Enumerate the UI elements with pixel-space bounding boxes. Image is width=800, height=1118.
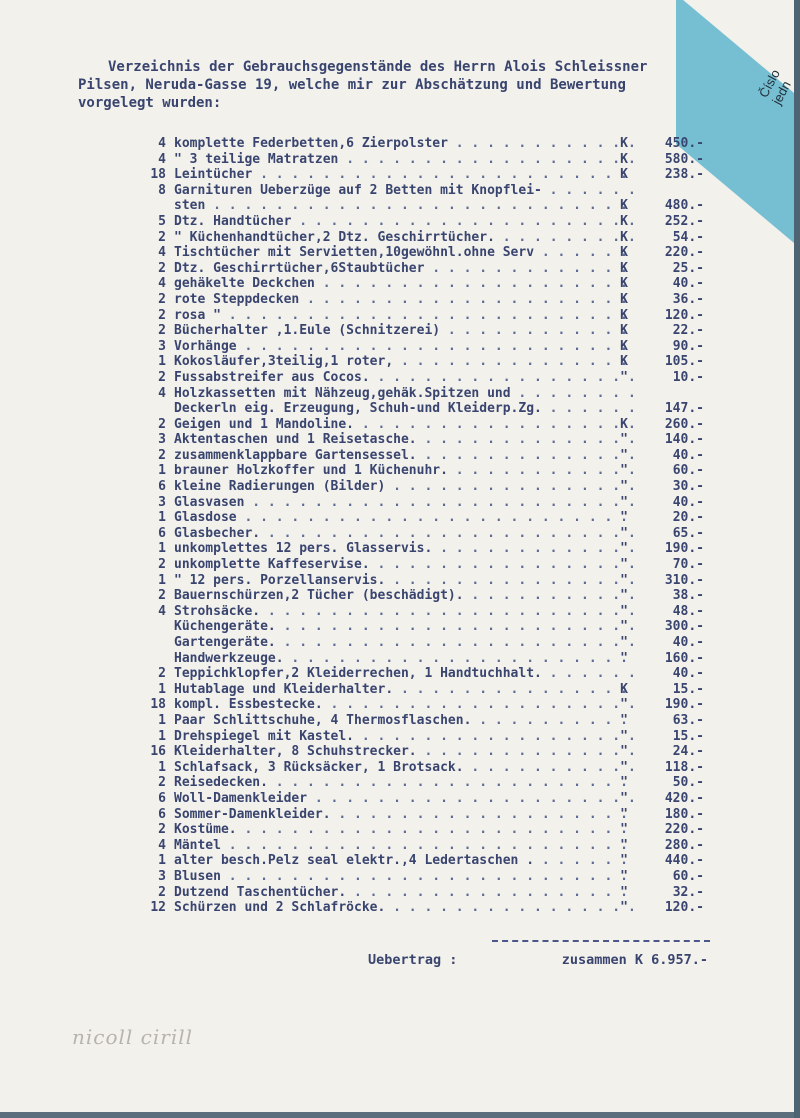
item-amount: 420.-: [664, 790, 704, 806]
corner-label: Číslo jedn: [755, 66, 794, 108]
item-currency: ": [620, 837, 628, 853]
item-quantity: 2: [158, 447, 166, 463]
heading-line-2: Pilsen, Neruda-Gasse 19, welche mir zur Abschätzung und Bewertung: [78, 77, 626, 93]
total-value: zusammen K 6.957.-: [561, 952, 708, 968]
item-description: Handwerkzeuge. . . .: [174, 651, 634, 667]
item-amount: 40.-: [672, 276, 704, 292]
item-quantity: 4: [158, 837, 166, 853]
item-currency: K: [620, 681, 628, 697]
item-amount: 60.-: [672, 463, 704, 479]
inventory-list: [140, 136, 710, 916]
item-quantity: 8: [158, 182, 166, 198]
item-description: Kleiderhalter, 8 Schuhstrecker. . . .: [174, 744, 634, 760]
list-item: [140, 136, 710, 152]
item-currency: ": [620, 557, 628, 573]
item-amount: 15.-: [672, 728, 704, 744]
item-currency: ": [620, 635, 628, 650]
item-amount: 48.-: [672, 603, 704, 619]
item-description: rote Steppdecken . . .: [174, 292, 634, 308]
item-quantity: 4: [158, 151, 166, 167]
list-item: [140, 495, 710, 511]
item-currency: ": [620, 525, 628, 541]
item-description: Drehspiegel mit Kastel. . . .: [174, 729, 634, 745]
item-quantity: 1: [158, 510, 166, 526]
item-description: Schürzen und 2 Schlafröcke. . . .: [174, 900, 634, 916]
item-description: sten . . .: [174, 198, 634, 214]
item-amount: 147.-: [664, 401, 704, 417]
item-amount: 238.-: [664, 167, 704, 183]
list-item: [140, 838, 710, 854]
list-item: [140, 900, 710, 916]
item-currency: ": [620, 900, 628, 916]
handwritten-note: nicoll cirill: [72, 1025, 194, 1049]
item-amount: 300.-: [664, 619, 704, 635]
list-item: [140, 167, 710, 183]
item-currency: K: [620, 354, 628, 370]
item-amount: 580.-: [664, 151, 704, 167]
list-item: [140, 417, 710, 433]
document-heading: [78, 58, 758, 112]
item-description: Woll-Damenkleider . . .: [174, 791, 634, 807]
item-quantity: 6: [158, 525, 166, 541]
item-amount: 70.-: [672, 557, 704, 573]
item-description: gehäkelte Deckchen . . .: [174, 276, 634, 292]
item-description: Mäntel . . .: [174, 838, 634, 854]
item-description: Kokosläufer,3teilig,1 roter, . . .: [174, 354, 634, 370]
item-description: Deckerln eig. Erzeugung, Schuh-und Kleiderp.Zg. . . .: [174, 401, 634, 417]
list-item: [140, 323, 710, 339]
item-quantity: 2: [158, 307, 166, 323]
list-item: [140, 386, 710, 402]
item-currency: ": [620, 603, 628, 619]
item-currency: ": [620, 463, 628, 479]
list-item: [140, 791, 710, 807]
item-quantity: 4: [158, 603, 166, 619]
list-item: [140, 635, 710, 651]
item-description: Teppichklopfer,2 Kleiderrechen, 1 Handtuchhalt. . . .: [174, 666, 634, 682]
item-quantity: 2: [158, 775, 166, 791]
item-description: Paar Schlittschuhe, 4 Thermosflaschen. . . .: [174, 713, 634, 729]
item-description: Kostüme. . . .: [174, 822, 634, 838]
item-amount: 30.-: [672, 479, 704, 495]
item-currency: K: [620, 151, 628, 167]
item-quantity: 4: [158, 385, 166, 401]
item-description: Küchengeräte. . . .: [174, 619, 634, 635]
list-item: [140, 744, 710, 760]
item-quantity: 4: [158, 245, 166, 261]
item-currency: ": [620, 728, 628, 744]
item-quantity: 1: [158, 759, 166, 775]
item-quantity: 6: [158, 479, 166, 495]
list-item: [140, 261, 710, 277]
item-amount: 450.-: [664, 136, 704, 151]
list-item: [140, 292, 710, 308]
list-item: [140, 152, 710, 168]
list-item: [140, 510, 710, 526]
list-item: [140, 557, 710, 573]
item-quantity: 18: [150, 167, 166, 183]
list-item: [140, 651, 710, 667]
item-description: Holzkassetten mit Nähzeug,gehäk.Spitzen und . . .: [174, 386, 634, 402]
item-currency: K: [620, 167, 628, 183]
item-currency: K: [620, 338, 628, 354]
item-description: " 12 pers. Porzellanservis. . . .: [174, 573, 634, 589]
item-description: Garnituren Ueberzüge auf 2 Betten mit Knopflei- . . .: [174, 183, 634, 199]
total-label: Uebertrag :: [368, 952, 458, 968]
item-quantity: 1: [158, 853, 166, 869]
list-item: [140, 479, 710, 495]
item-currency: ": [620, 697, 628, 713]
item-amount: 36.-: [672, 291, 704, 307]
item-currency: ": [620, 650, 628, 666]
item-currency: ": [620, 619, 628, 635]
item-amount: 120.-: [664, 307, 704, 323]
list-item: [140, 573, 710, 589]
list-item: [140, 869, 710, 885]
item-amount: 65.-: [672, 525, 704, 541]
list-item: [140, 308, 710, 324]
item-currency: ": [620, 510, 628, 526]
item-quantity: 2: [158, 369, 166, 385]
item-description: " 3 teilige Matratzen . . .: [174, 152, 634, 168]
item-currency: ": [620, 868, 628, 884]
item-quantity: 6: [158, 790, 166, 806]
item-currency: ": [620, 744, 628, 760]
item-currency: ": [620, 806, 628, 822]
item-amount: 260.-: [664, 416, 704, 432]
item-amount: 50.-: [672, 775, 704, 791]
item-currency: K: [620, 213, 628, 229]
list-item: [140, 401, 710, 417]
item-quantity: 2: [158, 229, 166, 245]
item-description: Reisedecken. . . .: [174, 775, 634, 791]
item-currency: K: [620, 307, 628, 323]
item-currency: ": [620, 369, 628, 385]
item-currency: K: [620, 229, 628, 245]
item-description: kompl. Essbestecke. . . .: [174, 697, 634, 713]
list-item: [140, 276, 710, 292]
item-amount: 60.-: [672, 868, 704, 884]
item-quantity: 1: [158, 354, 166, 370]
item-amount: 38.-: [672, 588, 704, 604]
list-item: [140, 885, 710, 901]
item-quantity: 2: [158, 416, 166, 432]
list-item: [140, 463, 710, 479]
item-currency: K: [620, 323, 628, 339]
item-currency: ": [620, 479, 628, 495]
item-description: Vorhänge . . .: [174, 339, 634, 355]
list-item: [140, 448, 710, 464]
item-currency: ": [620, 775, 628, 791]
item-currency: ": [620, 494, 628, 510]
item-quantity: 3: [158, 338, 166, 354]
item-description: Schlafsack, 3 Rücksäcker, 1 Brotsack. . . .: [174, 760, 634, 776]
item-amount: 140.-: [664, 432, 704, 448]
list-item: [140, 807, 710, 823]
item-description: Dutzend Taschentücher. . . .: [174, 885, 634, 901]
item-amount: 24.-: [672, 744, 704, 760]
item-currency: K: [620, 416, 628, 432]
item-quantity: 1: [158, 728, 166, 744]
item-quantity: 18: [150, 697, 166, 713]
item-description: zusammenklappbare Gartensessel. . . .: [174, 448, 634, 464]
item-amount: 105.-: [664, 354, 704, 370]
list-item: [140, 760, 710, 776]
item-amount: 25.-: [672, 260, 704, 276]
item-amount: 40.-: [672, 635, 704, 650]
list-item: [140, 541, 710, 557]
item-quantity: 1: [158, 572, 166, 588]
item-description: Dtz. Handtücher . . .: [174, 214, 634, 230]
item-amount: 480.-: [664, 198, 704, 214]
item-currency: ": [620, 884, 628, 900]
item-currency: ": [620, 432, 628, 448]
list-item: [140, 432, 710, 448]
item-currency: K: [620, 260, 628, 276]
item-quantity: 1: [158, 681, 166, 697]
item-description: Tischtücher mit Servietten,10gewöhnl.ohne Serv . . .: [174, 245, 634, 261]
item-amount: 252.-: [664, 213, 704, 229]
item-amount: 180.-: [664, 806, 704, 822]
list-item: [140, 245, 710, 261]
item-quantity: 4: [158, 136, 166, 151]
item-amount: 20.-: [672, 510, 704, 526]
list-item: [140, 666, 710, 682]
item-description: Bücherhalter ,1.Eule (Schnitzerei) . . .: [174, 323, 634, 339]
item-amount: 220.-: [664, 245, 704, 261]
item-description: Leintücher . . .: [174, 167, 634, 183]
item-amount: 190.-: [664, 697, 704, 713]
item-description: Strohsäcke. . . .: [174, 604, 634, 620]
item-currency: ": [620, 447, 628, 463]
item-amount: 63.-: [672, 712, 704, 728]
item-description: Glasdose . . .: [174, 510, 634, 526]
item-description: komplette Federbetten,6 Zierpolster . . .: [174, 136, 634, 152]
item-quantity: 2: [158, 557, 166, 573]
item-description: Hutablage und Kleiderhalter. . . .: [174, 682, 634, 698]
heading-line-1: Verzeichnis der Gebrauchsgegenstände des Herrn Alois Schleissner: [108, 59, 648, 75]
item-amount: 15.-: [672, 681, 704, 697]
item-amount: 90.-: [672, 338, 704, 354]
item-amount: 310.-: [664, 572, 704, 588]
item-description: Geigen und 1 Mandoline. . . .: [174, 417, 634, 433]
item-currency: K: [620, 276, 628, 292]
item-description: unkomplettes 12 pers. Glasservis. . . .: [174, 541, 634, 557]
list-item: [140, 588, 710, 604]
item-quantity: 2: [158, 666, 166, 682]
list-item: [140, 370, 710, 386]
item-currency: ": [620, 822, 628, 838]
item-description: Gartengeräte. . . .: [174, 635, 634, 651]
list-item: [140, 619, 710, 635]
item-currency: ": [620, 572, 628, 588]
item-description: kleine Radierungen (Bilder) . . .: [174, 479, 634, 495]
list-item: [140, 214, 710, 230]
list-item: [140, 682, 710, 698]
item-amount: 118.-: [664, 759, 704, 775]
item-quantity: 2: [158, 588, 166, 604]
item-quantity: 4: [158, 276, 166, 292]
item-quantity: 3: [158, 868, 166, 884]
item-amount: 10.-: [672, 369, 704, 385]
item-amount: 40.-: [672, 494, 704, 510]
item-amount: 280.-: [664, 837, 704, 853]
list-item: [140, 822, 710, 838]
list-item: [140, 526, 710, 542]
list-item: [140, 339, 710, 355]
heading-line-3: vorgelegt wurden:: [78, 95, 222, 111]
item-currency: ": [620, 790, 628, 806]
item-description: alter besch.Pelz seal elektr.,4 Ledertaschen . . . .: [174, 853, 634, 869]
item-amount: 40.-: [672, 666, 704, 682]
item-description: rosa " . . .: [174, 308, 634, 324]
list-item: [140, 183, 710, 199]
item-amount: 54.-: [672, 229, 704, 245]
item-amount: 160.-: [664, 650, 704, 666]
list-item: [140, 697, 710, 713]
item-quantity: 5: [158, 213, 166, 229]
item-description: Dtz. Geschirrtücher,6Staubtücher . . .: [174, 261, 634, 277]
item-amount: 120.-: [664, 900, 704, 916]
item-currency: K: [620, 291, 628, 307]
item-currency: ": [620, 541, 628, 557]
item-description: Glasvasen . . .: [174, 495, 634, 511]
item-amount: 220.-: [664, 822, 704, 838]
list-item: [140, 713, 710, 729]
item-quantity: 1: [158, 712, 166, 728]
item-currency: ": [620, 759, 628, 775]
item-description: unkomplette Kaffeservise. . . .: [174, 557, 634, 573]
list-item: [140, 354, 710, 370]
item-currency: ": [620, 712, 628, 728]
list-item: [140, 729, 710, 745]
item-amount: 22.-: [672, 323, 704, 339]
page-edge: [794, 0, 800, 1118]
item-amount: 32.-: [672, 884, 704, 900]
item-currency: K: [620, 136, 628, 151]
item-quantity: 2: [158, 323, 166, 339]
item-description: Blusen . . .: [174, 869, 634, 885]
list-item: [140, 230, 710, 246]
item-description: " Küchenhandtücher,2 Dtz. Geschirrtücher. . . .: [174, 230, 634, 246]
item-quantity: 1: [158, 541, 166, 557]
item-currency: K: [620, 198, 628, 214]
item-quantity: 12: [150, 900, 166, 916]
item-quantity: 16: [150, 744, 166, 760]
item-quantity: 2: [158, 291, 166, 307]
item-currency: ": [620, 588, 628, 604]
item-quantity: 1: [158, 463, 166, 479]
item-description: Bauernschürzen,2 Tücher (beschädigt). . . .: [174, 588, 634, 604]
item-quantity: 2: [158, 260, 166, 276]
list-item: [140, 604, 710, 620]
item-description: Aktentaschen und 1 Reisetasche. . . .: [174, 432, 634, 448]
item-quantity: 3: [158, 432, 166, 448]
item-description: Fussabstreifer aus Cocos. . . .: [174, 370, 634, 386]
total-rule: [492, 940, 710, 942]
item-description: Glasbecher. . . .: [174, 526, 634, 542]
item-amount: 40.-: [672, 447, 704, 463]
list-item: [140, 198, 710, 214]
item-description: Sommer-Damenkleider. . . .: [174, 807, 634, 823]
item-quantity: 2: [158, 822, 166, 838]
list-item: [140, 775, 710, 791]
item-amount: 440.-: [664, 853, 704, 869]
item-currency: ": [620, 853, 628, 869]
item-currency: K: [620, 245, 628, 261]
item-description: brauner Holzkoffer und 1 Küchenuhr. . . .: [174, 463, 634, 479]
item-amount: 190.-: [664, 541, 704, 557]
item-quantity: 3: [158, 494, 166, 510]
item-quantity: 2: [158, 884, 166, 900]
item-quantity: 6: [158, 806, 166, 822]
list-item: [140, 853, 710, 869]
